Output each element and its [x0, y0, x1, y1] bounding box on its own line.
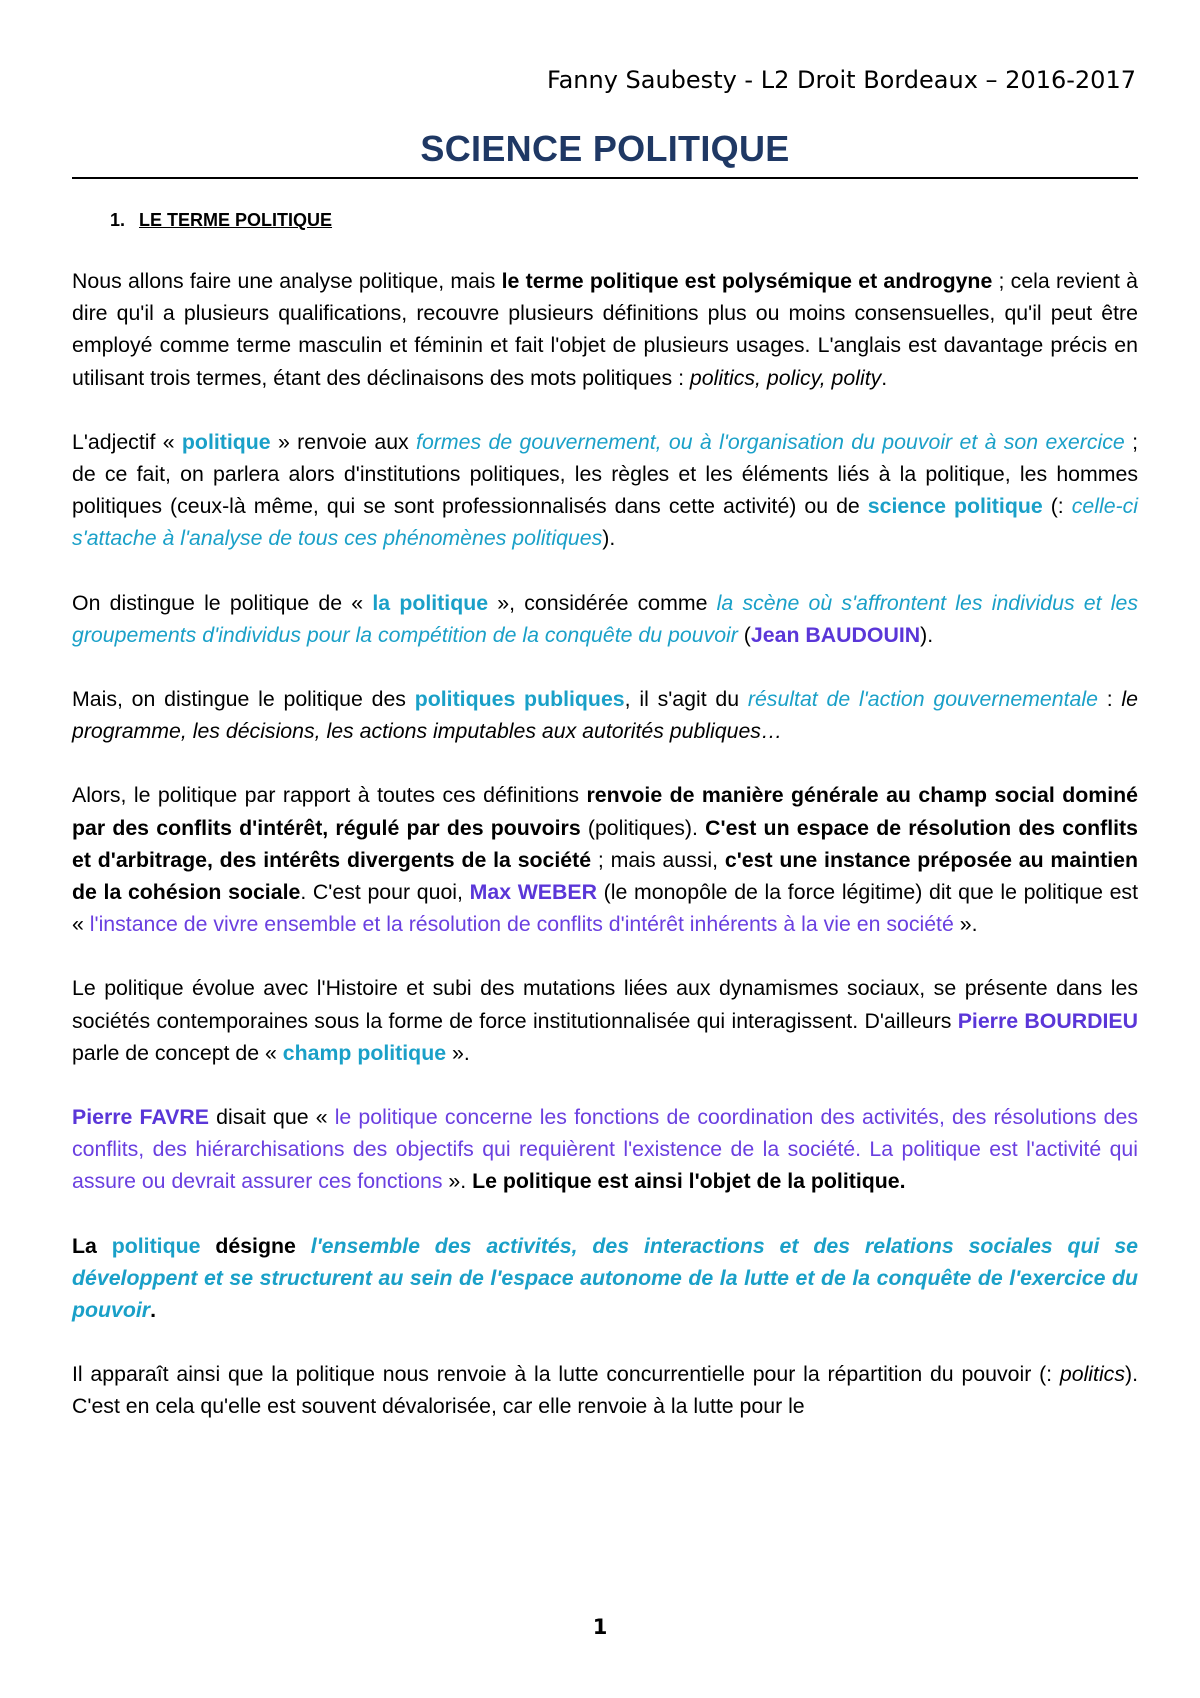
paragraph-5	[72, 779, 1138, 940]
text-run: disait que «	[208, 1105, 335, 1130]
text-run: La	[72, 1233, 112, 1258]
text-run: Nous allons faire une analyse politique, mais	[72, 269, 502, 293]
text-run: .	[881, 365, 888, 390]
document-body	[72, 265, 1138, 1455]
text-run: désigne	[200, 1233, 311, 1258]
text-run: , il s'agit du	[624, 687, 748, 712]
text-run: ). C'est en cela qu'elle est souvent dévalorisée, car elle renvoie à la lutte pour le	[72, 1362, 1138, 1419]
text-run: Le politique est ainsi l'objet de la politique.	[472, 1169, 906, 1194]
text-run: », considérée comme	[488, 590, 717, 615]
text-run: c'est une instance préposée au maintien de la cohésion sociale	[72, 847, 1138, 905]
text-run: (:	[1042, 494, 1072, 519]
text-run: politics	[1059, 1362, 1125, 1387]
paragraph-3	[72, 587, 1138, 651]
paragraph-9	[72, 1358, 1138, 1422]
text-run: le programme, les décisions, les actions imputables aux autorités publiques…	[72, 687, 1138, 744]
text-run: » renvoie aux	[270, 429, 417, 454]
text-run: politics, policy, polity	[689, 365, 882, 390]
text-run: l'ensemble des activités, des interactions et des relations sociales qui se développent et se structurent au sein de l'espace autonome de la lutte et de la conquête de l'exercice du pouvoir	[72, 1233, 1139, 1323]
text-run: Mais, on distingue le politique des	[72, 687, 415, 712]
text-run: L'adjectif «	[72, 429, 182, 454]
text-run: le politique concerne les fonctions de coordination des activités, des résolutions des conflits, des hiérarchisations des objectifs qui requièrent l'existence de la société. La politique est l'activité qui assure ou devrait assurer ces fonctions	[72, 1105, 1138, 1194]
section-number: 1.	[110, 210, 126, 230]
text-run: ; de ce fait, on parlera alors d'institutions politiques, les règles et les éléments liés à la politique, les hommes politiques (ceux-là même, qui se sont professionnalisés dans cette activité) ou de	[72, 429, 1139, 519]
text-run: .	[150, 1298, 157, 1323]
text-run: ».	[446, 1040, 470, 1065]
text-run: Il apparaît ainsi que la politique nous renvoie à la lutte concurrentielle pour la répartition du pouvoir (:	[72, 1362, 1060, 1387]
document-title: SCIENCE POLITIQUE	[420, 128, 790, 169]
paragraph-1	[72, 265, 1138, 394]
text-run: (	[737, 622, 751, 647]
paragraph-4	[72, 683, 1138, 747]
text-run: celle-ci s'attache à l'analyse de tous ces phénomènes politiques	[72, 494, 1139, 551]
text-run: politique	[111, 1233, 201, 1258]
text-run: formes de gouvernement, ou à l'organisation du pouvoir et à son exercice	[416, 429, 1125, 454]
paragraph-7	[72, 1101, 1138, 1198]
text-run: On distingue le politique de «	[72, 590, 373, 615]
text-run: Max WEBER	[469, 880, 597, 905]
text-run: (politiques).	[580, 815, 706, 840]
section-label: LE TERME POLITIQUE	[139, 210, 333, 230]
text-run: . C'est pour quoi,	[300, 880, 470, 905]
text-run: ».	[442, 1169, 473, 1194]
text-run: :	[1097, 687, 1122, 712]
page-number: 1	[592, 1615, 608, 1639]
text-run: Pierre BOURDIEU	[957, 1008, 1138, 1033]
text-run: Pierre FAVRE	[72, 1105, 209, 1130]
paragraph-2	[72, 426, 1138, 555]
text-run: la politique	[372, 590, 489, 615]
section-heading	[110, 210, 332, 231]
text-run: le terme politique est polysémique et androgyne	[501, 269, 993, 293]
text-run: Le politique évolue avec l'Histoire et subi des mutations liées aux dynamismes sociaux, se présente dans les sociétés contemporaines sous la forme de force institutionnalisée qui interagissent. D'ailleurs	[72, 976, 1138, 1033]
text-run: ».	[953, 912, 978, 937]
text-run: ; mais aussi,	[591, 847, 725, 872]
text-run: (le monopôle de la force légitime) dit que le politique est «	[72, 880, 1138, 937]
text-run: politique	[181, 429, 271, 454]
page-header: Fanny Saubesty - L2 Droit Bordeaux – 2016-2017	[546, 66, 1136, 94]
text-run: C'est un espace de résolution des conflits et d'arbitrage, des intérêts divergents de la société	[72, 815, 1138, 872]
text-run: politiques publiques	[414, 687, 625, 712]
paragraph-8	[72, 1230, 1138, 1327]
text-run: résultat de l'action gouvernementale	[747, 687, 1098, 712]
title-underline	[72, 177, 1138, 179]
text-run: ; cela revient à dire qu'il a plusieurs qualifications, recouvre plusieurs définitions plus ou moins consensuelles, qu'il peut être employé comme terme masculin et féminin et fait l'objet de plusieurs usages. L'anglais est davantage précis en utilisant trois termes, étant des déclinaisons des mots politiques :	[72, 269, 1138, 390]
text-run: l'instance de vivre ensemble et la résolution de conflits d'intérêt inhérents à la vie en société	[89, 912, 954, 937]
text-run: parle de concept de «	[72, 1040, 283, 1065]
text-run: Jean BAUDOUIN	[750, 622, 921, 647]
text-run: la scène où s'affrontent les individus et les groupements d'individus pour la compétition de la conquête du pouvoir	[72, 590, 1139, 647]
text-run: renvoie de manière générale au champ social dominé par des conflits d'intérêt, régulé par des pouvoirs	[72, 783, 1138, 840]
text-run: ).	[920, 622, 934, 647]
text-run: champ politique	[282, 1040, 447, 1065]
text-run: science politique	[867, 494, 1043, 519]
paragraph-6	[72, 972, 1138, 1069]
text-run: Alors, le politique par rapport à toutes ces définitions	[72, 783, 587, 808]
text-run: ).	[602, 526, 616, 551]
